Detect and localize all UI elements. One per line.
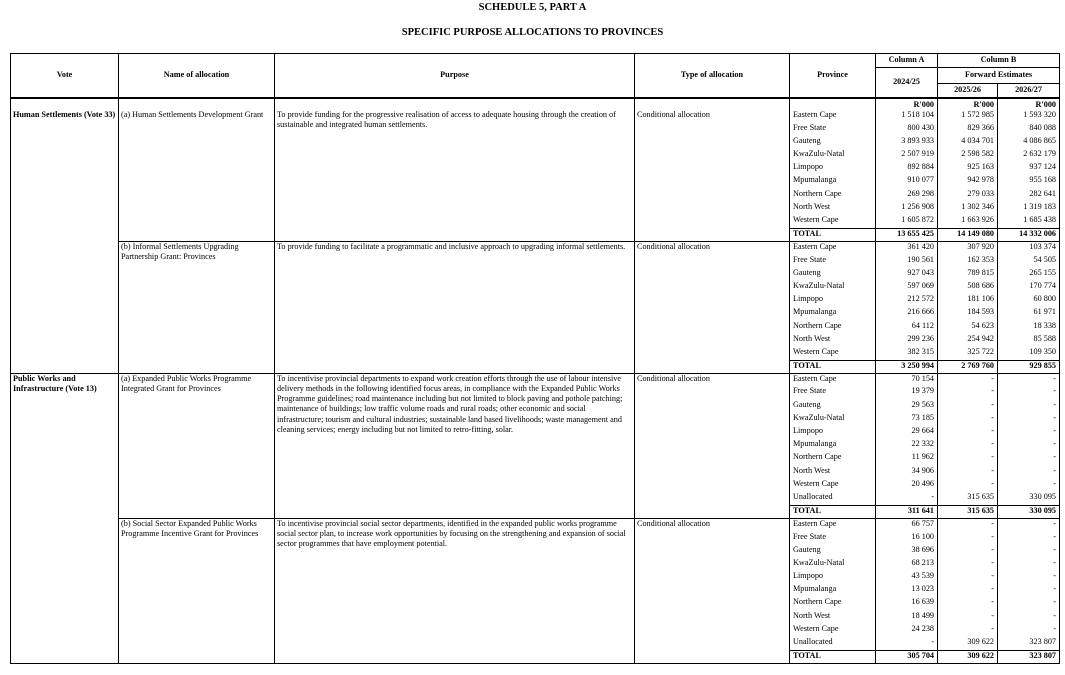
allocation-amount: 68 213: [876, 558, 938, 571]
allocation-amount: 1 256 908: [876, 202, 938, 215]
vote-cell: Public Works and Infrastructure (Vote 13): [11, 373, 119, 663]
allocation-amount: 2 507 919: [876, 149, 938, 162]
allocations-table: [10, 53, 1060, 664]
allocation-amount: -: [876, 637, 938, 650]
province-name: North West: [790, 334, 876, 347]
allocation-amount: 311 641: [876, 505, 938, 518]
allocation-amount: 85 588: [998, 334, 1060, 347]
allocation-amount: 14 332 006: [998, 228, 1060, 241]
province-name: Western Cape: [790, 624, 876, 637]
province-name: Limpopo: [790, 162, 876, 175]
table-body: [11, 98, 1060, 664]
allocation-name: (b) Social Sector Expanded Public Works Programme Incentive Grant for Provinces: [119, 518, 275, 663]
allocation-amount: 307 920: [938, 241, 998, 254]
allocation-amount: 29 664: [876, 426, 938, 439]
header-year-b1: 2025/26: [938, 84, 998, 98]
province-name: Northern Cape: [790, 189, 876, 202]
allocation-amount: 840 088: [998, 123, 1060, 136]
province-name: KwaZulu-Natal: [790, 149, 876, 162]
total-label: TOTAL: [790, 360, 876, 373]
allocation-amount: -: [938, 584, 998, 597]
province-name: North West: [790, 466, 876, 479]
allocation-amount: -: [998, 452, 1060, 465]
allocation-amount: -: [938, 532, 998, 545]
allocation-amount: 892 884: [876, 162, 938, 175]
allocation-amount: -: [938, 479, 998, 492]
table-row: [11, 110, 1060, 123]
allocation-amount: 73 185: [876, 413, 938, 426]
province-name: Eastern Cape: [790, 241, 876, 254]
allocation-amount: 16 639: [876, 597, 938, 610]
vote-cell: Human Settlements (Vote 33): [11, 110, 119, 374]
schedule-subtitle: SPECIFIC PURPOSE ALLOCATIONS TO PROVINCES: [401, 27, 664, 38]
province-name: Eastern Cape: [790, 110, 876, 123]
allocation-amount: 19 379: [876, 386, 938, 399]
allocation-name: (a) Human Settlements Development Grant: [119, 110, 275, 242]
allocation-amount: 1 319 183: [998, 202, 1060, 215]
header-name: Name of allocation: [119, 54, 275, 98]
allocation-amount: 66 757: [876, 518, 938, 531]
table-row: [11, 373, 1060, 386]
unit-label-b2: R'000: [998, 98, 1060, 110]
allocation-amount: 789 815: [938, 268, 998, 281]
province-name: Mpumalanga: [790, 175, 876, 188]
total-label: TOTAL: [790, 228, 876, 241]
unit-label-b1: R'000: [938, 98, 998, 110]
allocation-amount: -: [938, 624, 998, 637]
table-header: [11, 54, 1060, 98]
allocation-amount: 29 563: [876, 400, 938, 413]
allocation-amount: 162 353: [938, 255, 998, 268]
allocation-amount: -: [938, 452, 998, 465]
allocation-amount: 937 124: [998, 162, 1060, 175]
allocation-amount: 2 769 760: [938, 360, 998, 373]
allocation-amount: -: [938, 571, 998, 584]
allocation-amount: 315 635: [938, 492, 998, 505]
allocation-amount: 38 696: [876, 545, 938, 558]
allocation-amount: -: [998, 373, 1060, 386]
allocation-amount: 11 962: [876, 452, 938, 465]
total-label: TOTAL: [790, 505, 876, 518]
allocation-amount: 330 095: [998, 492, 1060, 505]
allocation-amount: -: [938, 386, 998, 399]
allocation-type: Conditional allocation: [635, 241, 790, 373]
allocation-amount: 170 774: [998, 281, 1060, 294]
province-name: Free State: [790, 123, 876, 136]
province-name: Gauteng: [790, 400, 876, 413]
allocation-type: Conditional allocation: [635, 373, 790, 518]
province-name: Mpumalanga: [790, 584, 876, 597]
province-name: Mpumalanga: [790, 307, 876, 320]
province-name: Eastern Cape: [790, 373, 876, 386]
header-purpose: Purpose: [275, 54, 635, 98]
province-name: Limpopo: [790, 294, 876, 307]
allocation-amount: 269 298: [876, 189, 938, 202]
province-name: Northern Cape: [790, 321, 876, 334]
allocation-amount: -: [938, 373, 998, 386]
allocation-amount: 54 505: [998, 255, 1060, 268]
allocation-amount: 70 154: [876, 373, 938, 386]
total-label: TOTAL: [790, 650, 876, 663]
province-name: KwaZulu-Natal: [790, 413, 876, 426]
allocation-amount: -: [998, 479, 1060, 492]
province-name: Northern Cape: [790, 597, 876, 610]
allocation-amount: 2 598 582: [938, 149, 998, 162]
allocation-amount: 4 034 701: [938, 136, 998, 149]
province-name: Free State: [790, 532, 876, 545]
province-name: Western Cape: [790, 215, 876, 228]
table-row: [11, 518, 1060, 531]
allocation-amount: 800 430: [876, 123, 938, 136]
allocation-purpose: To provide funding to facilitate a programmatic and inclusive approach to upgrading informal settlements.: [275, 241, 635, 373]
allocation-amount: 265 155: [998, 268, 1060, 281]
allocation-amount: -: [938, 611, 998, 624]
province-name: Mpumalanga: [790, 439, 876, 452]
allocation-amount: 1 685 438: [998, 215, 1060, 228]
province-name: Gauteng: [790, 268, 876, 281]
table-row: [11, 241, 1060, 254]
allocation-amount: 382 315: [876, 347, 938, 360]
allocation-amount: 927 043: [876, 268, 938, 281]
allocation-amount: 942 978: [938, 175, 998, 188]
allocation-amount: 309 622: [938, 637, 998, 650]
allocation-amount: 13 023: [876, 584, 938, 597]
allocation-type: Conditional allocation: [635, 110, 790, 242]
allocation-amount: 61 971: [998, 307, 1060, 320]
allocation-amount: 279 033: [938, 189, 998, 202]
allocation-amount: 254 942: [938, 334, 998, 347]
allocation-amount: -: [998, 413, 1060, 426]
allocation-amount: 325 722: [938, 347, 998, 360]
allocation-amount: -: [938, 466, 998, 479]
allocation-amount: 24 238: [876, 624, 938, 637]
province-name: Northern Cape: [790, 452, 876, 465]
allocation-amount: -: [938, 413, 998, 426]
allocation-amount: -: [998, 611, 1060, 624]
allocation-amount: -: [876, 492, 938, 505]
province-name: Eastern Cape: [790, 518, 876, 531]
allocation-amount: 3 893 933: [876, 136, 938, 149]
allocation-amount: 282 641: [998, 189, 1060, 202]
allocation-amount: 1 593 320: [998, 110, 1060, 123]
header-year-b2: 2026/27: [998, 84, 1060, 98]
allocation-amount: 13 655 425: [876, 228, 938, 241]
allocation-amount: 309 622: [938, 650, 998, 663]
allocation-amount: 4 086 865: [998, 136, 1060, 149]
allocation-amount: 299 236: [876, 334, 938, 347]
allocation-amount: -: [998, 571, 1060, 584]
allocation-amount: 1 302 346: [938, 202, 998, 215]
allocation-amount: -: [998, 466, 1060, 479]
allocation-amount: 3 250 994: [876, 360, 938, 373]
allocation-name: (b) Informal Settlements Upgrading Partnership Grant: Provinces: [119, 241, 275, 373]
allocation-type: Conditional allocation: [635, 518, 790, 663]
allocation-amount: 60 800: [998, 294, 1060, 307]
allocation-amount: 597 069: [876, 281, 938, 294]
allocation-amount: 43 539: [876, 571, 938, 584]
province-name: Limpopo: [790, 571, 876, 584]
allocation-purpose: To provide funding for the progressive realisation of access to adequate housing through the creation of sustainable and integrated human settlements.: [275, 110, 635, 242]
province-name: KwaZulu-Natal: [790, 281, 876, 294]
allocation-amount: -: [938, 545, 998, 558]
allocation-amount: -: [938, 597, 998, 610]
allocation-amount: 18 338: [998, 321, 1060, 334]
province-name: Western Cape: [790, 479, 876, 492]
allocation-amount: 16 100: [876, 532, 938, 545]
province-name: Western Cape: [790, 347, 876, 360]
allocation-amount: 212 572: [876, 294, 938, 307]
allocation-amount: -: [938, 558, 998, 571]
unit-label-a: R'000: [876, 98, 938, 110]
allocation-amount: 64 112: [876, 321, 938, 334]
allocation-amount: -: [998, 518, 1060, 531]
allocation-amount: 1 572 985: [938, 110, 998, 123]
allocation-amount: 34 906: [876, 466, 938, 479]
allocation-amount: 1 518 104: [876, 110, 938, 123]
header-type: Type of allocation: [635, 54, 790, 98]
allocation-amount: 305 704: [876, 650, 938, 663]
allocation-amount: 323 807: [998, 650, 1060, 663]
allocation-amount: 315 635: [938, 505, 998, 518]
allocation-amount: 18 499: [876, 611, 938, 624]
allocation-amount: 14 149 080: [938, 228, 998, 241]
allocation-amount: -: [938, 426, 998, 439]
allocation-amount: 929 855: [998, 360, 1060, 373]
header-province: Province: [790, 54, 876, 98]
allocation-amount: -: [998, 558, 1060, 571]
allocation-amount: 955 168: [998, 175, 1060, 188]
allocation-amount: 2 632 179: [998, 149, 1060, 162]
allocation-amount: 103 374: [998, 241, 1060, 254]
allocation-amount: 22 332: [876, 439, 938, 452]
allocation-amount: 361 420: [876, 241, 938, 254]
province-name: Limpopo: [790, 426, 876, 439]
province-name: Gauteng: [790, 545, 876, 558]
header-vote: Vote: [11, 54, 119, 98]
allocation-purpose: To incentivise provincial social sector departments, identified in the expanded public works programme social sector plan, to increase work opportunities by focusing on the strengthening and expansion of social sector programmes that have employment potential.: [275, 518, 635, 663]
allocation-amount: 54 623: [938, 321, 998, 334]
province-name: Gauteng: [790, 136, 876, 149]
allocation-amount: -: [938, 439, 998, 452]
province-name: Unallocated: [790, 492, 876, 505]
province-name: North West: [790, 202, 876, 215]
allocation-amount: 910 077: [876, 175, 938, 188]
allocation-amount: 1 605 872: [876, 215, 938, 228]
allocation-amount: 109 350: [998, 347, 1060, 360]
allocation-amount: -: [998, 584, 1060, 597]
allocation-amount: -: [998, 597, 1060, 610]
allocation-amount: 216 666: [876, 307, 938, 320]
allocation-amount: 330 095: [998, 505, 1060, 518]
allocation-amount: 181 106: [938, 294, 998, 307]
allocation-amount: -: [998, 386, 1060, 399]
allocation-amount: -: [998, 545, 1060, 558]
allocation-amount: 323 807: [998, 637, 1060, 650]
allocation-name: (a) Expanded Public Works Programme Integrated Grant for Provinces: [119, 373, 275, 518]
province-name: Unallocated: [790, 637, 876, 650]
schedule-title: SCHEDULE 5, PART A: [478, 2, 587, 13]
allocation-amount: -: [998, 400, 1060, 413]
province-name: North West: [790, 611, 876, 624]
header-column-b: Column B: [938, 54, 1060, 68]
allocation-amount: 20 496: [876, 479, 938, 492]
allocation-amount: -: [998, 624, 1060, 637]
header-year-a: 2024/25: [876, 68, 938, 98]
allocation-amount: -: [938, 518, 998, 531]
allocation-amount: -: [938, 400, 998, 413]
allocation-amount: -: [998, 426, 1060, 439]
province-name: KwaZulu-Natal: [790, 558, 876, 571]
allocation-amount: 829 366: [938, 123, 998, 136]
allocation-purpose: To incentivise provincial departments to expand work creation efforts through the use of labour intensive delivery methods in the following identified focus areas, in compliance with the Expanded Public Works Programme guidelines; road maintenance including but not limited to block paving and pothole patching; maintenance of buildings; low traffic volume roads and rural roads; other economic and social infrastructure; tourism and cultural industries; sustainable land based livelihoods; waste management and cleaning services; energy including but not limited to retro-fitting, solar.: [275, 373, 635, 518]
allocation-amount: 190 561: [876, 255, 938, 268]
header-column-a: Column A: [876, 54, 938, 68]
allocation-amount: 1 663 926: [938, 215, 998, 228]
header-forward-estimates: Forward Estimates: [938, 68, 1060, 84]
province-name: Free State: [790, 255, 876, 268]
allocation-amount: -: [998, 439, 1060, 452]
allocation-amount: 184 593: [938, 307, 998, 320]
allocation-amount: -: [998, 532, 1060, 545]
province-name: Free State: [790, 386, 876, 399]
allocation-amount: 925 163: [938, 162, 998, 175]
allocation-amount: 508 686: [938, 281, 998, 294]
